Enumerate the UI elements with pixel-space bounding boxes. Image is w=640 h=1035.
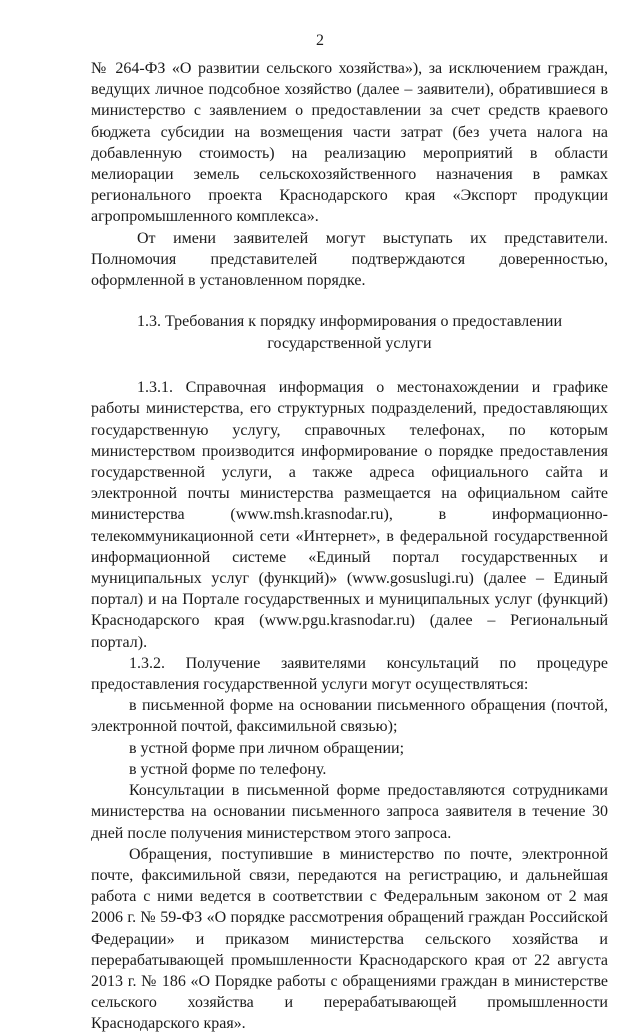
list-item-personal: в устной форме при личном обращении; xyxy=(129,739,405,757)
section-heading: 1.3. Требования к порядку информирования о предоставлении государственной услуги xyxy=(136,313,563,353)
paragraph-written-consultations: Консультации в письменной форме предоставляются сотрудниками министерства на основании письменного запроса заявителя в течение 30 дней после получения министерством этого запроса. xyxy=(91,782,608,842)
document-body xyxy=(91,58,608,1035)
page-number: 2 xyxy=(316,32,324,49)
paragraph-applicants: № 264-ФЗ «О развитии сельского хозяйства»), за исключением граждан, ведущих личное подсобное хозяйство (далее – заявители), обратившиеся в министерство с заявлением о предоставлении за счет средств краевого бюджета субсидии на возмещения части затрат (без учета налога на добавленную стоимость) на реализацию мероприятий в области мелиорации земель сельскохозяйственного назначения в рамках регионального проекта Краснодарского края «Экспорт продукции агропромышленного комплекса». xyxy=(91,60,608,226)
paragraph-1-3-2: 1.3.2. Получение заявителями консультаций по процедуре предоставления государственной услуги могут осуществляться: xyxy=(91,654,608,694)
list-item-written: в письменной форме на основании письменного обращения (почтой, электронной почтой, факсимильной связью); xyxy=(91,697,608,736)
list-item-phone: в устной форме по телефону. xyxy=(129,760,327,778)
paragraph-appeals: Обращения, поступившие в министерство по почте, электронной почте, факсимильной связи, передаются на регистрацию, и дальнейшая работа с ними ведется в соответствии с Федеральным законом от 2 мая 2006 г. № 59-ФЗ «О порядке рассмотрения обращений граждан Российской Федерации» и приказом министерства сельского хозяйства и перерабатывающей промышленности Краснодарского края от 22 августа 2013 г. № 186 «О Порядке работы с обращениями граждан в министерстве сельского хозяйства и перерабатывающей промышленности Краснодарского края». xyxy=(91,845,608,1033)
paragraph-representatives: От имени заявителей могут выступать их представители. Полномочия представителей подтверждаются доверенностью, оформленной в установленном порядке. xyxy=(91,229,608,290)
paragraph-1-3-1: 1.3.1. Справочная информация о местонахождении и графике работы министерства, его структурных подразделений, предоставляющих государственную услугу, справочных телефонах, по которым министерством производится информирование о порядке предоставления государственной услуги, а также адреса официального сайта и электронной почты министерства размещается на официальном сайте министерства (www.msh.krasnodar.ru), в информационно-телекоммуникационной сети «Интернет», в федеральной государственной информационной системе «Единый портал государственных и муниципальных услуг (функций)» (www.gosuslugi.ru) (далее – Единый портал) и на Портале государственных и муниципальных услуг (функций) Краснодарского края (www.pgu.krasnodar.ru) (далее – Региональный портал). xyxy=(91,379,608,651)
